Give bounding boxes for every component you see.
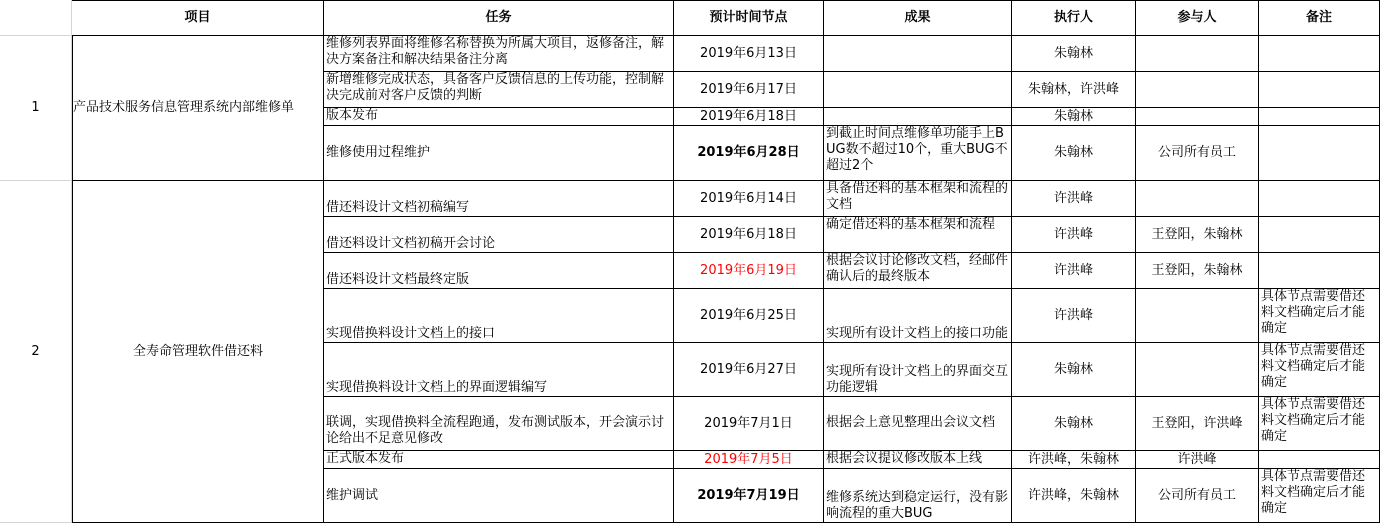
task-cell: 实现借换料设计文档上的界面逻辑编写 [324,343,674,397]
task-cell: 实现借换料设计文档上的接口 [324,289,674,343]
participant-cell [1136,36,1259,72]
header-date: 预计时间节点 [674,0,824,36]
date-cell: 2019年6月19日 [674,253,824,289]
date-cell: 2019年6月14日 [674,181,824,217]
result-cell: 到截止时间点维修单功能手上BUG数不超过10个，重大BUG不超过2个 [824,126,1012,181]
task-cell: 借还料设计文档初稿开会讨论 [324,217,674,253]
project-index: 1 [0,36,72,181]
participant-cell: 王登阳，朱翰林 [1136,217,1259,253]
executor-cell: 朱翰林 [1012,126,1136,181]
corner-cell [0,0,72,36]
header-task: 任务 [324,0,674,36]
result-cell: 具备借还料的基本框架和流程的文档 [824,181,1012,217]
note-cell: 具体节点需要借还料文档确定后才能确定 [1259,397,1380,451]
task-cell: 借还料设计文档初稿编写 [324,181,674,217]
note-cell: 具体节点需要借还料文档确定后才能确定 [1259,469,1380,523]
executor-cell: 许洪峰 [1012,181,1136,217]
executor-cell: 朱翰林 [1012,108,1136,126]
participant-cell [1136,72,1259,108]
participant-cell: 公司所有员工 [1136,469,1259,523]
participant-cell: 王登阳，许洪峰 [1136,397,1259,451]
result-cell [824,36,1012,72]
date-cell: 2019年6月18日 [674,217,824,253]
date-cell: 2019年6月25日 [674,289,824,343]
executor-cell: 朱翰林 [1012,397,1136,451]
executor-cell: 许洪峰，朱翰林 [1012,451,1136,469]
task-cell: 维修列表界面将维修名称替换为所属大项目，返修备注，解决方案备注和解决结果备注分离 [324,36,674,72]
executor-cell: 许洪峰 [1012,217,1136,253]
result-cell: 维修系统达到稳定运行，没有影响流程的重大BUG [824,469,1012,523]
result-cell: 根据会上意见整理出会议文档 [824,397,1012,451]
note-cell: 具体节点需要借还料文档确定后才能确定 [1259,343,1380,397]
note-cell [1259,36,1380,72]
participant-cell [1136,289,1259,343]
result-cell: 确定借还料的基本框架和流程 [824,217,1012,253]
result-cell: 根据会议讨论修改文档，经邮件确认后的最终版本 [824,253,1012,289]
note-cell [1259,181,1380,217]
result-cell [824,72,1012,108]
task-cell: 借还料设计文档最终定版 [324,253,674,289]
participant-cell [1136,181,1259,217]
task-cell: 版本发布 [324,108,674,126]
note-cell [1259,72,1380,108]
participant-cell: 许洪峰 [1136,451,1259,469]
header-project: 项目 [72,0,324,36]
task-cell: 正式版本发布 [324,451,674,469]
result-cell: 实现所有设计文档上的界面交互功能逻辑 [824,343,1012,397]
executor-cell: 许洪峰 [1012,289,1136,343]
result-cell [824,108,1012,126]
header-result: 成果 [824,0,1012,36]
task-cell: 新增维修完成状态，具备客户反馈信息的上传功能，控制解决完成前对客户反馈的判断 [324,72,674,108]
participant-cell: 王登阳，朱翰林 [1136,253,1259,289]
participant-cell: 公司所有员工 [1136,126,1259,181]
project-name: 产品技术服务信息管理系统内部维修单 [72,36,324,181]
header-executor: 执行人 [1012,0,1136,36]
project-index: 2 [0,181,72,523]
header-participant: 参与人 [1136,0,1259,36]
note-cell: 具体节点需要借还料文档确定后才能确定 [1259,289,1380,343]
executor-cell: 朱翰林，许洪峰 [1012,72,1136,108]
executor-cell: 许洪峰 [1012,253,1136,289]
header-note: 备注 [1259,0,1380,36]
task-cell: 维护调试 [324,469,674,523]
date-cell: 2019年6月17日 [674,72,824,108]
executor-cell: 许洪峰，朱翰林 [1012,469,1136,523]
result-cell: 实现所有设计文档上的接口功能 [824,289,1012,343]
note-cell [1259,126,1380,181]
task-cell: 维修使用过程维护 [324,126,674,181]
note-cell [1259,451,1380,469]
executor-cell: 朱翰林 [1012,343,1136,397]
date-cell: 2019年6月28日 [674,126,824,181]
result-cell: 根据会议提议修改版本上线 [824,451,1012,469]
date-cell: 2019年6月18日 [674,108,824,126]
participant-cell [1136,343,1259,397]
date-cell: 2019年7月5日 [674,451,824,469]
project-name: 全寿命管理软件借还料 [72,181,324,523]
note-cell [1259,217,1380,253]
task-cell: 联调，实现借换料全流程跑通，发布测试版本，开会演示讨论给出不足意见修改 [324,397,674,451]
date-cell: 2019年7月19日 [674,469,824,523]
date-cell: 2019年7月1日 [674,397,824,451]
participant-cell [1136,108,1259,126]
executor-cell: 朱翰林 [1012,36,1136,72]
date-cell: 2019年6月27日 [674,343,824,397]
note-cell [1259,253,1380,289]
date-cell: 2019年6月13日 [674,36,824,72]
note-cell [1259,108,1380,126]
